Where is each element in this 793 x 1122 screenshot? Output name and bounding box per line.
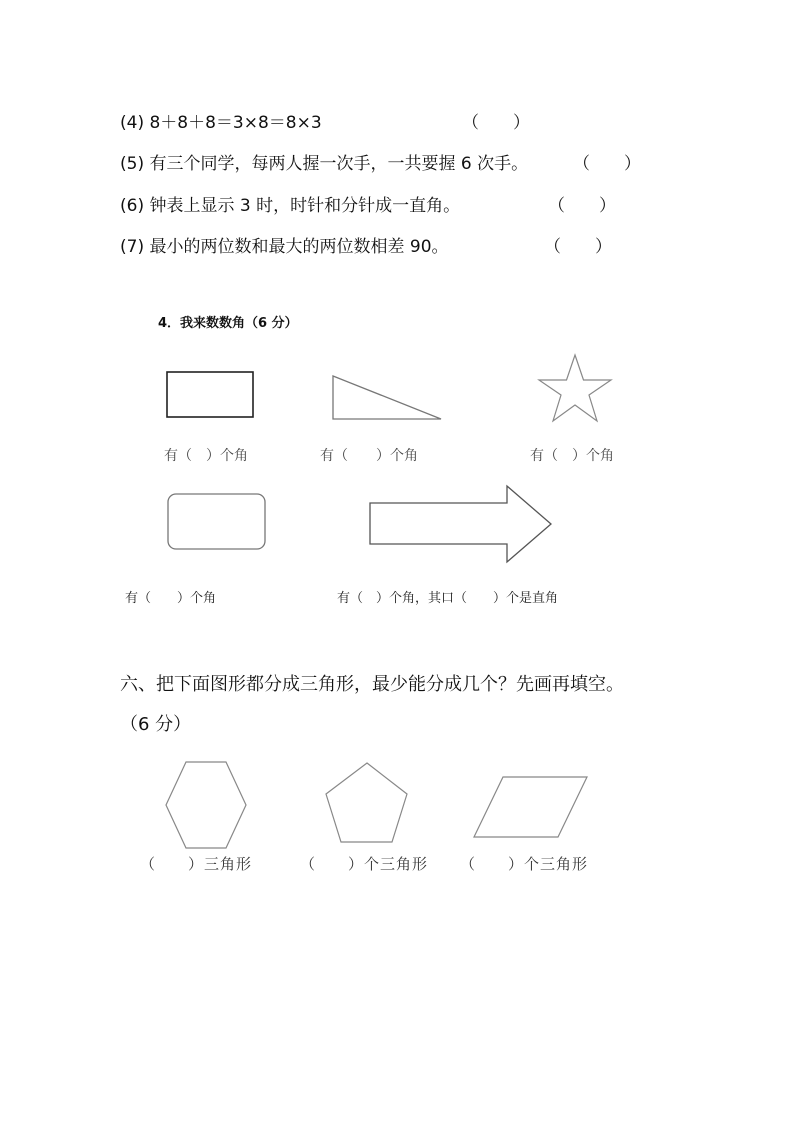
judgement-item-4: (4) 8＋8＋8＝3×8＝8×3 bbox=[120, 113, 322, 133]
parallelogram-triangle-label: （ ）个三角形 bbox=[460, 855, 589, 873]
pentagon-triangle-label: （ ）个三角形 bbox=[300, 855, 429, 873]
judgement-item-6: (6) 钟表上显示 3 时，时针和分针成一直角。 bbox=[120, 196, 461, 216]
answer-paren-5[interactable]: （ ） bbox=[573, 154, 641, 174]
parallelogram-shape bbox=[474, 777, 587, 837]
rectangle-shape bbox=[167, 372, 253, 417]
answer-paren-7[interactable]: （ ） bbox=[544, 237, 612, 257]
triangle-angle-label: 有（ ）个角 bbox=[320, 448, 418, 464]
pentagon-shape bbox=[326, 763, 407, 842]
hexagon-triangle-label: （ ）三角形 bbox=[140, 855, 253, 873]
star-shape bbox=[539, 355, 611, 421]
rectangle-angle-label: 有（ ）个角 bbox=[164, 448, 248, 464]
rounded-rect-shape bbox=[168, 494, 265, 549]
answer-paren-6[interactable]: （ ） bbox=[548, 196, 616, 216]
arrow-shape bbox=[370, 486, 551, 562]
triangle-shape bbox=[333, 376, 441, 419]
answer-paren-4[interactable]: （ ） bbox=[462, 113, 530, 133]
section-4-title: 4．我来数数角（6 分） bbox=[158, 316, 298, 331]
rounded-rect-angle-label: 有（ ）个角 bbox=[125, 591, 217, 606]
star-angle-label: 有（ ）个角 bbox=[530, 448, 614, 464]
arrow-angle-label: 有（ ）个角，其口（ ）个是直角 bbox=[337, 591, 559, 606]
section-6-title: 六、把下面图形都分成三角形，最少能分成几个？先画再填空。 bbox=[120, 674, 624, 695]
judgement-item-7: (7) 最小的两位数和最大的两位数相差 90。 bbox=[120, 237, 449, 257]
hexagon-shape bbox=[166, 762, 246, 848]
section-6-score: （6 分） bbox=[120, 714, 192, 735]
judgement-item-5: (5) 有三个同学，每两人握一次手，一共要握 6 次手。 bbox=[120, 154, 529, 174]
